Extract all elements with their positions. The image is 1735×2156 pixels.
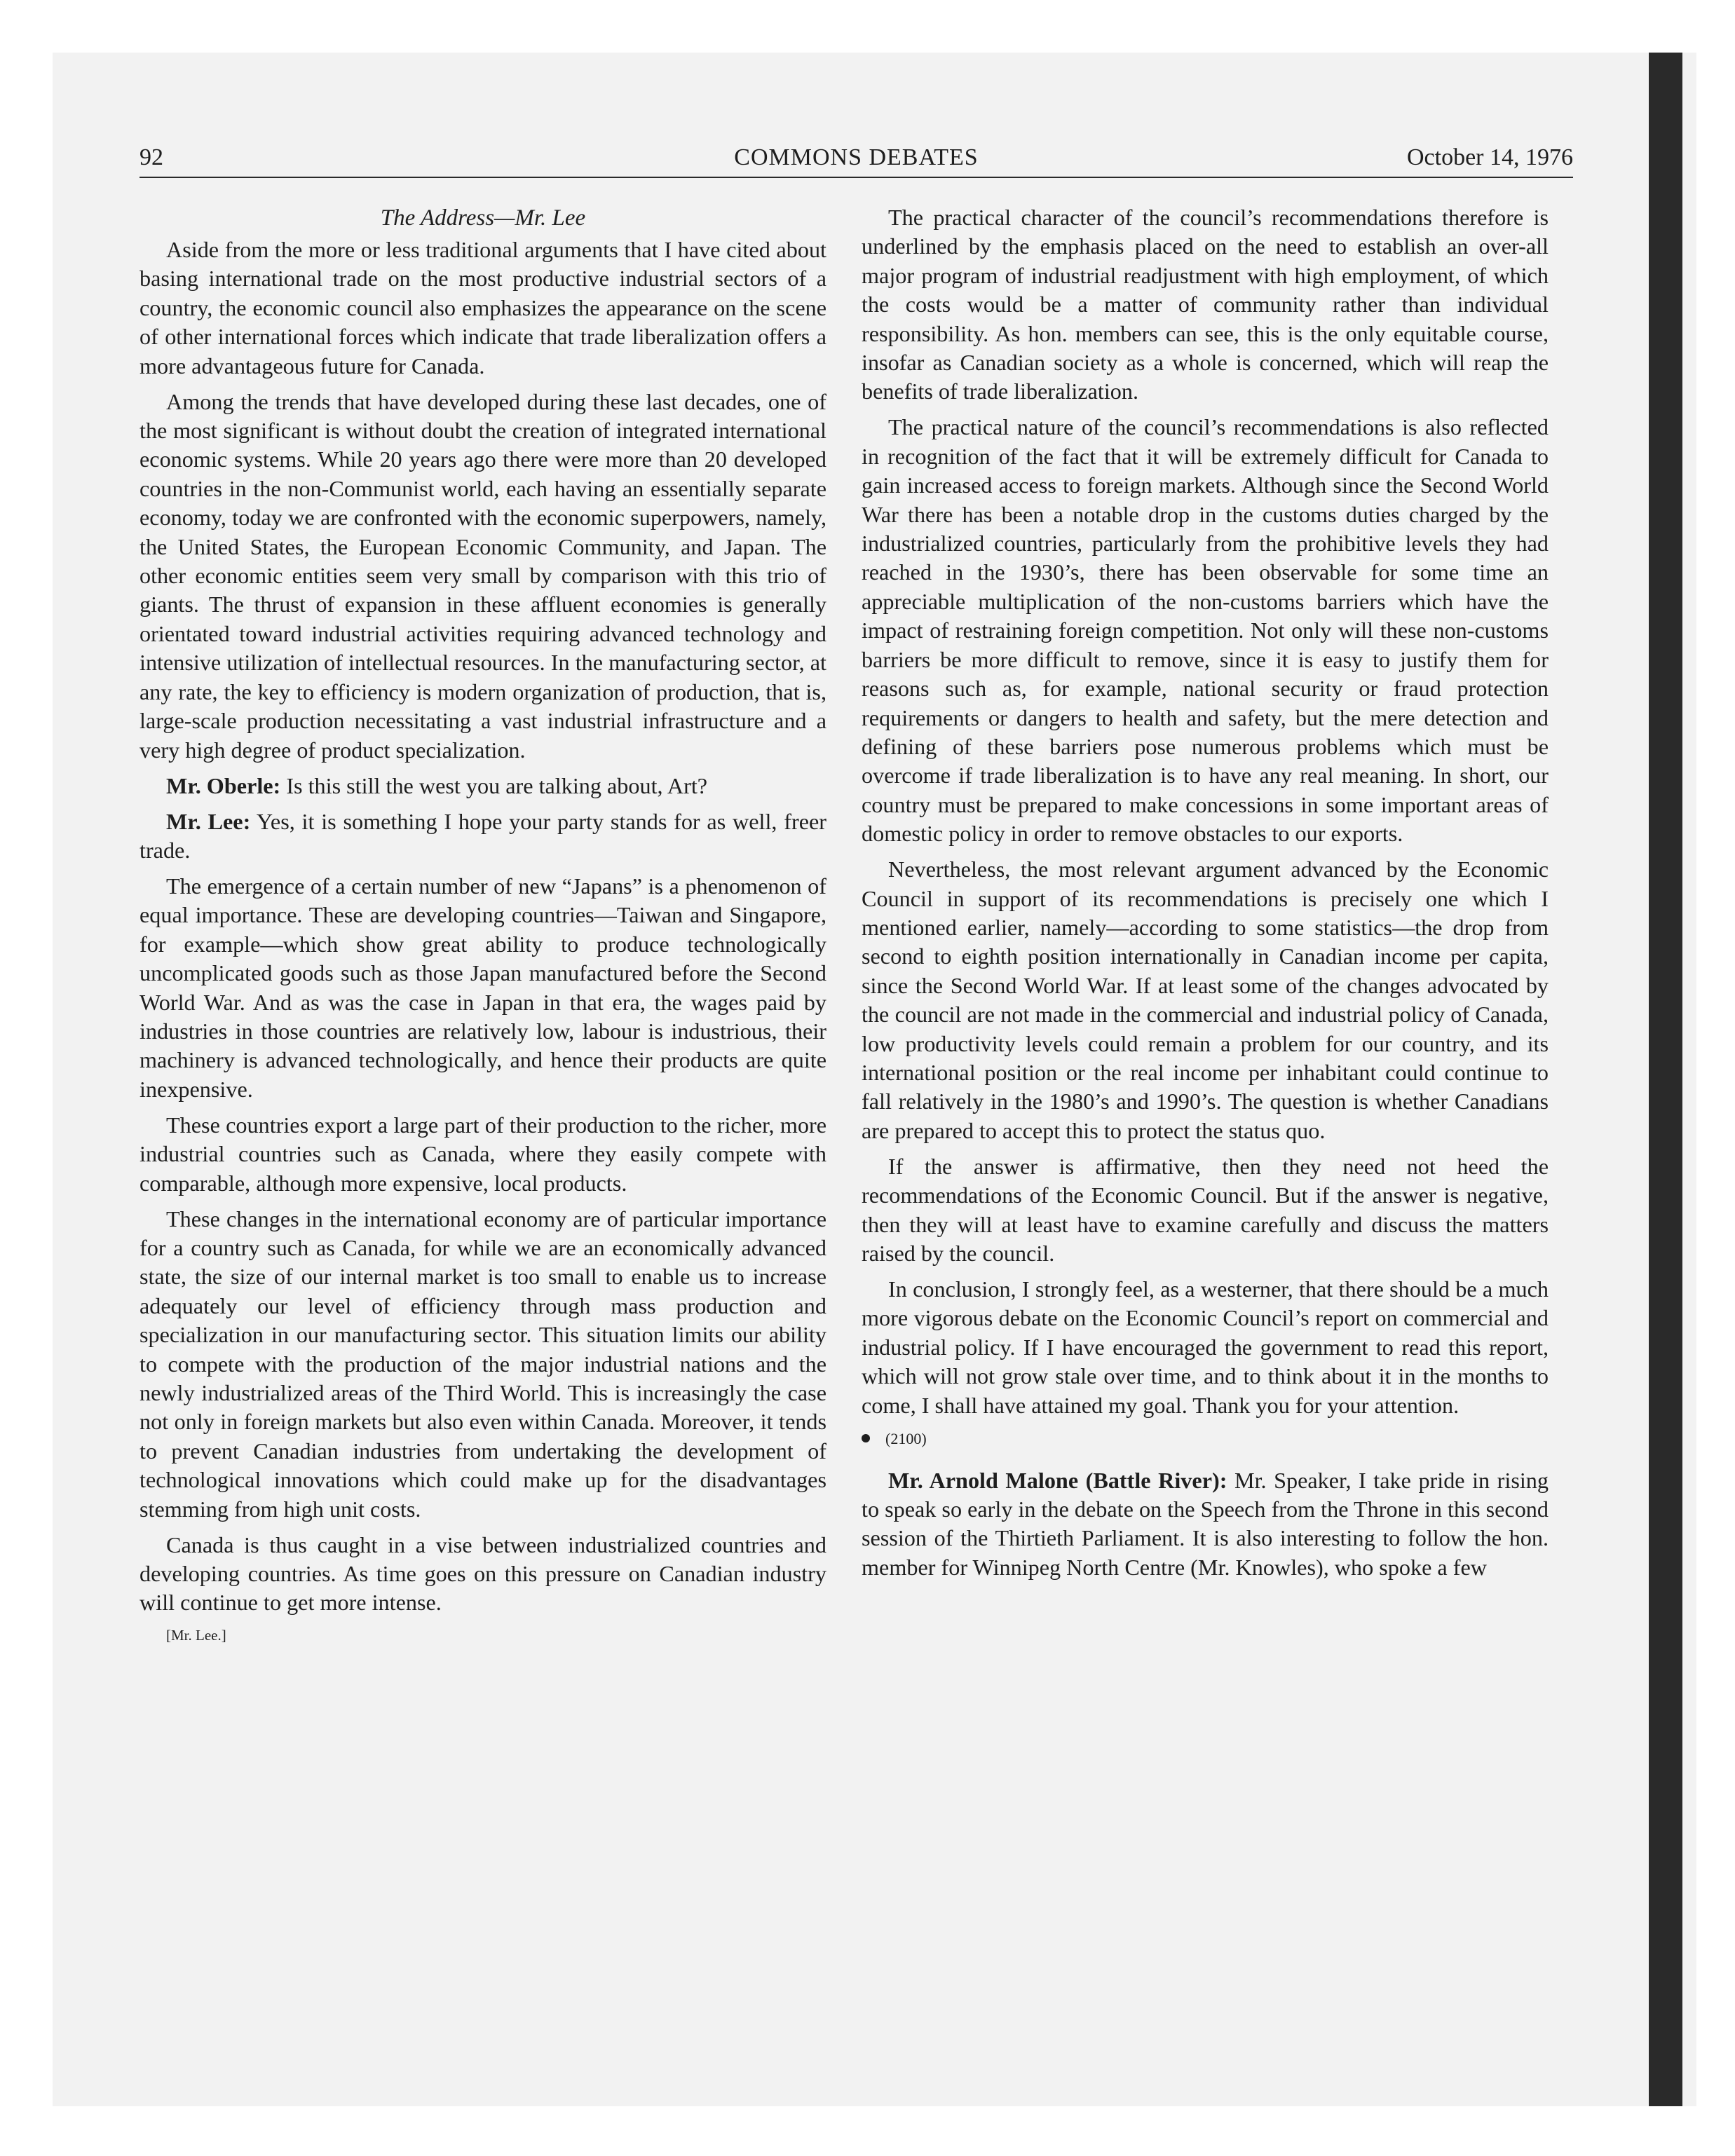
scan-edge-shadow (1649, 53, 1682, 2106)
paragraph-text: Is this still the west you are talking about, Art? (286, 772, 708, 798)
paragraph-text: The emergence of a certain number of new “Japans” is a phenomenon of equal importance. These are developing countries—Taiwan and Singapore, for example—which show great ability to produce technologically uncomplicated goods such as those Japan manufactured before the Second World War. And as was the case in Japan in that era, the wages paid by industries in those countries are relatively low, labour is industrious, their machinery is advanced technologically, and hence their products are quite inexpensive. (140, 873, 826, 1102)
paragraph (862, 1152, 1549, 1269)
left-column (140, 203, 826, 1646)
paragraph-text: These countries export a large part of their production to the richer, more industrial countries such as Canada, where they easily compete with comparable, although more expensive, local products. (140, 1112, 826, 1196)
speaker-name: Mr. Lee: (166, 808, 251, 834)
paragraph (140, 1111, 826, 1198)
bullet-icon (862, 1434, 870, 1442)
paragraph-text: In conclusion, I strongly feel, as a westerner, that there should be a much more vigorous debate on the Economic Council’s report on commercial and industrial policy. If I have encouraged the government to read this report, which will not grow stale over time, and to think about it in the months to come, I shall have attained my goal. Thank you for your attention. (862, 1276, 1549, 1418)
paragraph-text: The practical nature of the council’s recommendations is also reflected in recognition of the fact that it will be extremely difficult for Canada to gain increased access to foreign markets. Although since the Second World War there has been a notable drop in the customs duties charged by the industrialized countries, particularly from the prohibitive levels they had reached in the 1930’s, there has been observable for some time an appreciable multiplication of the non-customs barriers which have the impact of restraining foreign competition. Not only will these non-customs barriers be more difficult to remove, since it is easy to justify them for reasons such as, for example, national security or fraud protection requirements or dangers to health and safety, but the mere detection and defining of these barriers pose numerous problems which must be overcome if trade liberalization is to have any real meaning. In short, our country must be prepared to make concessions in some important areas of domestic policy in order to remove obstacles to our exports. (862, 414, 1549, 847)
paragraph (862, 1275, 1549, 1420)
timestamp-text: (2100) (885, 1429, 927, 1447)
publication-title: COMMONS DEBATES (734, 144, 979, 170)
page-header (140, 140, 1573, 178)
paragraph (140, 236, 826, 381)
paragraph (140, 1531, 826, 1618)
paragraph (140, 807, 826, 866)
paragraph-text: If the answer is affirmative, then they need not heed the recommendations of the Economic Council. But if the answer is negative, then they will at least have to examine carefully and discuss the matters raised by the council. (862, 1153, 1549, 1266)
paragraph-text: Mr. Speaker, I take pride in rising to speak so early in the debate on the Speech from the Throne in this second session of the Thirtieth Parliament. It is also interesting to follow the hon. member for Winnipeg North Centre (Mr. Knowles), who spoke a few (862, 1467, 1549, 1580)
issue-date: October 14, 1976 (1406, 144, 1573, 170)
paragraph (862, 413, 1549, 848)
paragraph-text: Nevertheless, the most relevant argument advanced by the Economic Council in support of its recommendations is precisely one which I mentioned earlier, namely—according to some statistics—the drop from second to eighth position internationally in Canadian income per capita, since the Second World War. If at least some of the changes advocated by the council are not made in the commercial and industrial policy of Canada, low productivity levels could remain a problem for our country, and its international position or the real income per inhabitant could continue to fall relatively in the 1980’s and 1990’s. The question is whether Canadians are prepared to accept this to protect the status quo. (862, 857, 1549, 1143)
paragraph-text: Among the trends that have developed during these last decades, one of the most significant is without doubt the creation of integrated international economic systems. While 20 years ago there were more than 20 developed countries in the non-Communist world, each having an essentially separate economy, today we are confronted with the economic superpowers, namely, the United States, the European Economic Community, and Japan. The other economic entities seem very small by comparison with this trio of giants. The thrust of expansion in these affluent economies is generally orientated toward industrial activities requiring advanced technology and intensive utilization of intellectual resources. In the manufacturing sector, at any rate, the key to efficiency is modern organization of production, that is, large-scale production necessitating a vast industrial infrastructure and a very high degree of product specialization. (140, 388, 826, 763)
paragraph (140, 388, 826, 765)
running-head: The Address—Mr. Lee (380, 205, 586, 231)
right-paragraphs-continued (862, 1466, 1549, 1583)
speaker-name: Mr. Oberle: (166, 772, 281, 798)
speaker-name: Mr. Arnold Malone (Battle River): (888, 1467, 1227, 1493)
paragraph (140, 872, 826, 1104)
document-page (140, 140, 1573, 1935)
speaker-footnote: [Mr. Lee.] (166, 1626, 226, 1644)
page-number: 92 (140, 144, 163, 170)
right-paragraphs (862, 203, 1549, 1420)
paragraph (862, 855, 1549, 1145)
paragraph (140, 772, 826, 800)
paragraph (140, 1205, 826, 1524)
left-paragraphs (140, 236, 826, 1618)
paragraph-text: These changes in the international economy are of particular importance for a country such as Canada, for while we are an economically advanced state, the size of our internal market is too small to enable us to increase adequately our level of efficiency through mass production and specialization in our manufacturing sector. This situation limits our ability to compete with the production of the major industrial nations and the newly industrialized areas of the Third World. This is increasingly the case not only in foreign markets but also even within Canada. Moreover, it tends to prevent Canadian industries from undertaking the development of technological innovations which could make up for the disadvantages stemming from high unit costs. (140, 1206, 826, 1522)
right-column (862, 203, 1549, 1589)
paragraph-text: Canada is thus caught in a vise between industrialized countries and developing countries. As time goes on this pressure on Canadian industry will continue to get more intense. (140, 1531, 826, 1616)
timestamp-marker (862, 1427, 1549, 1451)
paragraph-text: The practical character of the council’s recommendations therefore is underlined by the emphasis placed on the need to establish an over-all major program of industrial readjustment with high employment, of which the costs would be a matter of community rather than individual responsibility. As hon. members can see, this is the only equitable course, insofar as Canadian society as a whole is concerned, which will reap the benefits of trade liberalization. (862, 205, 1549, 404)
paragraph (862, 203, 1549, 407)
paragraph (862, 1466, 1549, 1583)
paragraph-text: Aside from the more or less traditional arguments that I have cited about basing international trade on the most productive industrial sectors of a country, the economic council also emphasizes the appearance on the scene of other international forces which indicate that trade liberalization offers a more advantageous future for Canada. (140, 237, 826, 378)
paragraph-text: Yes, it is something I hope your party stands for as well, freer trade. (140, 808, 826, 863)
